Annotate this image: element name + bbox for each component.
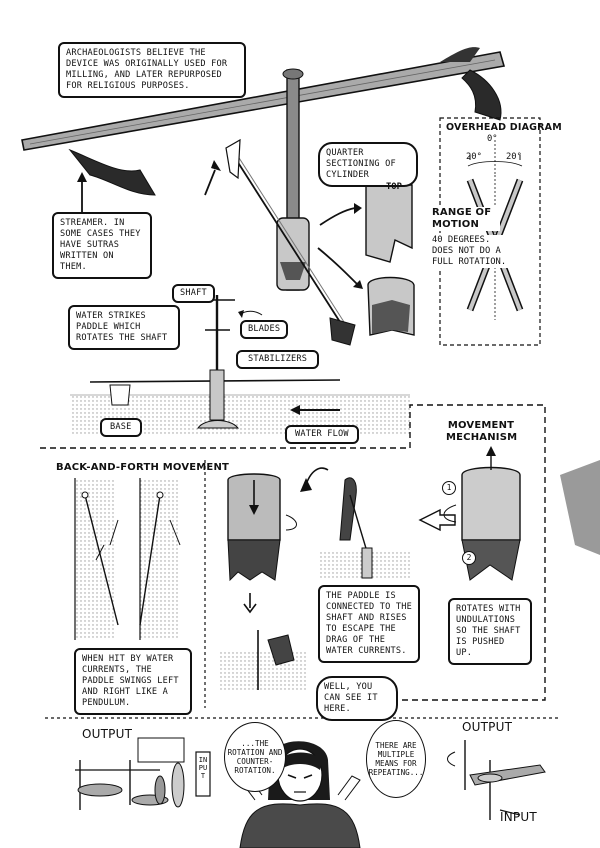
label-input-vertical: INPUT — [198, 756, 208, 780]
caption-paddle-connected: THE PADDLE IS CONNECTED TO THE SHAFT AND RISES TO ESCAPE THE DRAG OF THE WATER CURRENTS. — [318, 585, 420, 663]
back-forth-title: BACK-AND-FORTH MOVEMENT — [56, 462, 230, 473]
label-shaft: SHAFT — [172, 284, 215, 303]
label-top: TOP — [386, 182, 402, 192]
marker-1: 1 — [442, 481, 456, 495]
streamer-right — [462, 70, 501, 120]
caption-archaeologists: ARCHAEOLOGISTS BELIEVE THE DEVICE WAS ORIGINALLY USED FOR MILLING, AND LATER REPURPOSED FOR RELIGIOUS PURPOSES. — [58, 42, 246, 98]
label-base: BASE — [100, 418, 142, 437]
flag-paddle-top — [226, 140, 240, 178]
speech-multiple: THERE ARE MULTIPLE MEANS FOR REPEATING... — [366, 720, 426, 798]
caption-water-strikes: WATER STRIKES PADDLE WHICH ROTATES THE SHAFT — [68, 305, 180, 350]
caption-when-hit: WHEN HIT BY WATER CURRENTS, THE PADDLE SWINGS LEFT AND RIGHT LIKE A PENDULUM. — [74, 648, 192, 715]
gear-mechanism-left — [75, 738, 184, 810]
caption-quarter-section: QUARTER SECTIONING OF CYLINDER — [318, 142, 418, 187]
movement-title: MOVEMENT MECHANISM — [446, 420, 518, 443]
paddle-scene-small — [220, 630, 308, 692]
cylinder-top-view — [366, 185, 412, 262]
arrow-left — [420, 510, 455, 530]
cylinder-bottom-view — [368, 278, 414, 336]
overhead-right-angle: 20° — [506, 152, 522, 162]
overhead-title: OVERHEAD DIAGRAM — [446, 122, 562, 133]
caption-well-see: WELL, YOU CAN SEE IT HERE. — [316, 676, 398, 721]
paddle-bottom — [330, 318, 355, 345]
label-output-right: OUTPUT — [462, 720, 513, 734]
label-input: INPUT — [500, 810, 537, 824]
mechanism-cylinder — [444, 446, 520, 580]
paddle-rising — [320, 478, 410, 580]
range-title: RANGE OF MOTION — [432, 207, 500, 231]
cylinder-part — [277, 218, 309, 290]
label-stabilizers: STABILIZERS — [236, 350, 319, 369]
back-forth-strips — [62, 478, 192, 640]
overhead-left-angle: 20° — [466, 152, 482, 162]
overhead-diagram-box — [440, 118, 540, 345]
speech-rotation: ...THE ROTATION AND COUNTER-ROTATION. — [224, 722, 286, 792]
label-output-left: OUTPUT — [82, 727, 133, 741]
marker-2: 2 — [462, 551, 476, 565]
range-text: 40 DEGREES. DOES NOT DO A FULL ROTATION. — [432, 235, 512, 268]
rotating-cylinder — [228, 474, 297, 612]
label-blades: BLADES — [240, 320, 288, 339]
label-water-flow: WATER FLOW — [285, 425, 359, 444]
caption-rotates-with: ROTATES WITH UNDULATIONS SO THE SHAFT IS PUSHED UP. — [448, 598, 532, 665]
overhead-zero: 0° — [487, 134, 498, 144]
gear-mechanism-right — [448, 740, 546, 820]
caption-streamer: STREAMER. IN SOME CASES THEY HAVE SUTRAS WRITTEN ON THEM. — [52, 212, 152, 279]
